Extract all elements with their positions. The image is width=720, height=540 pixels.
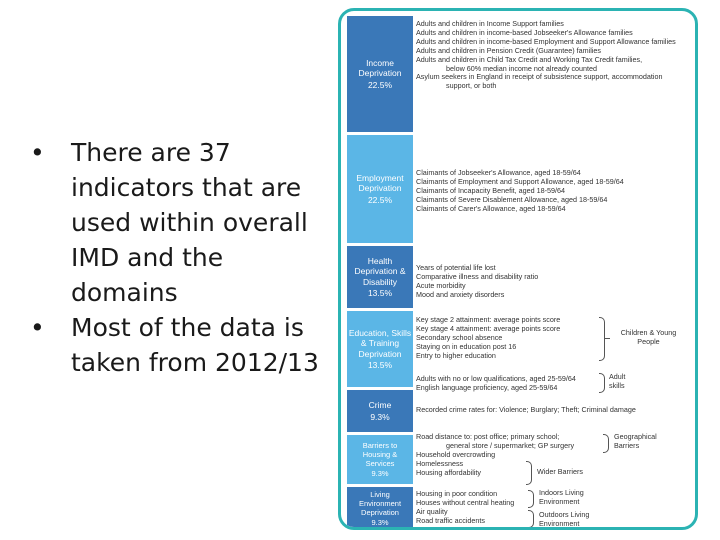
indicators-barriers: Road distance to: post office; primary school; general store / supermarket; GP surgery Household overcrowding Homelessness Housing affordability (416, 432, 575, 477)
domain-name: Crime (368, 400, 392, 410)
domain-percent: 13.5% (367, 288, 393, 298)
adult-bracket (599, 373, 605, 393)
children-bracket (599, 317, 605, 361)
domain-name: Income Deprivation (358, 57, 402, 79)
wider-bracket (526, 461, 532, 485)
domain-name: Barriers to Housing & Services (362, 441, 398, 468)
indicators-employment: Claimants of Jobseeker's Allowance, aged 18-59/64 Claimants of Employment and Support Allowance, aged 18-59/64 Claimants of Incapacity Benefit, aged 18-59/64 Claimants of Severe Disablement Allowance, aged 18-59/64 Claimants of Carer's Allowance, aged 18-59/64 (416, 168, 624, 213)
children-bracket-tick (605, 338, 610, 339)
bullet-list (28, 135, 328, 380)
domain-name: Living Environment Deprivation (358, 490, 402, 517)
bullet-item: • Most of the data is taken from 2012/13 (30, 313, 319, 377)
indicators-education: Key stage 2 attainment: average points score Key stage 4 attainment: average points score Secondary school absence Staying on in education post 16 Entry to higher education (416, 315, 561, 360)
indicators-health: Years of potential life lost Comparative illness and disability ratio Acute morbidity Mood and anxiety disorders (416, 263, 539, 299)
domain-percent: 9.3% (370, 411, 390, 422)
bullet-item: • There are 37 indicators that are used within overall IMD and the domains (30, 138, 308, 307)
group-wider-barriers: Wider Barriers (537, 467, 583, 476)
domain-education (347, 311, 413, 387)
geo-bracket (603, 434, 609, 453)
outdoors-bracket (528, 510, 534, 528)
group-adult-skills: Adult skills (609, 372, 626, 390)
domain-barriers (347, 435, 413, 484)
indicators-crime: Recorded crime rates for: Violence; Burglary; Theft; Criminal damage (416, 405, 636, 414)
indicators-living-environment: Housing in poor condition Houses without central heating Air quality Road traffic accidents (416, 489, 515, 525)
domain-name: Education, Skills & Training Deprivation (348, 327, 412, 359)
domain-percent: 9.3% (371, 469, 389, 478)
domain-percent: 13.5% (367, 360, 393, 370)
group-children-young-people: Children & Young People (620, 328, 677, 346)
domain-living-environment (347, 487, 413, 530)
domain-employment (347, 135, 413, 243)
group-outdoors-living-environment: Outdoors Living Environment (539, 510, 590, 528)
indoors-bracket (528, 490, 534, 508)
domain-percent: 22.5% (367, 79, 393, 90)
domain-name: Employment Deprivation (356, 172, 404, 194)
indicators-income: Adults and children in Income Support families Adults and children in income-based Jobseeker's Allowance families Adults and children in income-based Employment and Support Allowance families Adults and children in Pension Credit (Guarantee) families Adults and children in Child Tax Credit and Working Tax Credit families, below 60% median income not already counted Asylum seekers in England in receipt of subsistence support, accommodation support, or both (416, 19, 676, 91)
indicators-education-adult: Adults with no or low qualifications, aged 25-59/64 English language proficiency, aged 25-59/64 (416, 374, 576, 392)
domain-health (347, 246, 413, 308)
domain-percent: 22.5% (367, 194, 393, 205)
domain-percent: 9.3% (371, 518, 389, 527)
group-geographical-barriers: Geographical Barriers (614, 432, 657, 450)
group-indoors-living-environment: Indoors Living Environment (539, 488, 584, 506)
imd-domains-panel (338, 8, 698, 530)
domain-income (347, 16, 413, 132)
domain-crime (347, 390, 413, 432)
domain-name: Health Deprivation & Disability (354, 255, 406, 287)
